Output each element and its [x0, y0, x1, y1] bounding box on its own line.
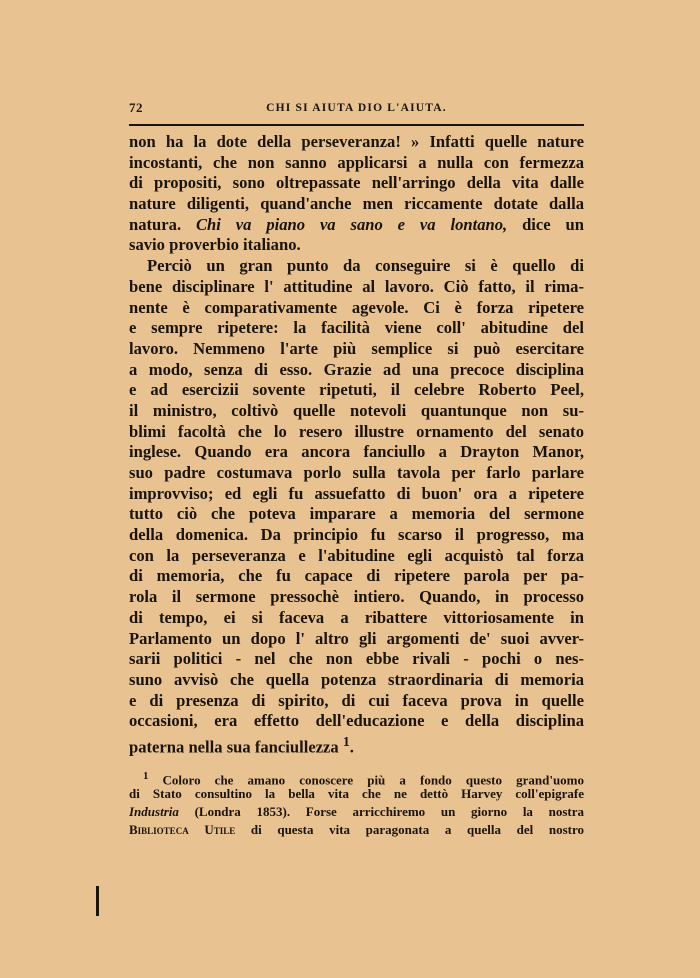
footnote-reference: 1: [342, 733, 350, 749]
text-line: di tempo, ei si faceva a ribattere vittoriosamente in: [129, 607, 584, 627]
text-line: blimi facoltà che lo resero illustre ornamento del senato: [129, 421, 584, 441]
text-line: nature diligenti, quand'anche men riccamente dotate dalla: [129, 194, 584, 214]
text-line: occasioni, era effetto dell'educazione e della disciplina: [129, 711, 584, 731]
text-line: incostanti, che non sanno applicarsi a nulla con fermezza: [129, 152, 584, 172]
text-line: lavoro. Nemmeno l'arte più semplice si può esercitare: [129, 338, 584, 358]
text-line: il ministro, coltivò quelle notevoli quantunque non su-: [129, 400, 584, 420]
text-line: della domenica. Da principio fu scarso il progresso, ma: [129, 525, 584, 545]
text-segment: (Londra 1853). Forse arricchiremo un giorno la nostra: [194, 804, 585, 819]
footnote-marker: 1: [143, 770, 149, 782]
text-segment: natura.: [129, 214, 182, 234]
footnote-line: [129, 821, 584, 839]
text-line: bene disciplinare l' attitudine al lavoro. Ciò fatto, il rima-: [129, 276, 584, 296]
text-segment: di questa vita paragonata a quella del nostro: [250, 822, 585, 837]
header-rule: [129, 124, 584, 126]
footnote: [129, 767, 584, 839]
margin-mark: [96, 886, 99, 916]
proverb-quote: Chi va piano va sano e va lontano,: [195, 214, 508, 234]
text-line: inglese. Quando era ancora fanciullo a Drayton Manor,: [129, 442, 584, 462]
text-line: suo padre costumava porlo sulla tavola per farlo parlare: [129, 463, 584, 482]
running-title: CHI SI AIUTA DIO L'AIUTA.: [266, 102, 447, 114]
text-line: [129, 215, 584, 236]
text-line: e ad esercizii sovente ripetuti, il celebre Roberto Peel,: [129, 380, 584, 400]
epigraph-title: Industria: [129, 804, 179, 819]
page-number: 72: [129, 100, 143, 115]
text-line: improvviso; ed egli fu assuefatto di buon' ora a ripetere: [129, 483, 584, 503]
footnote-line: [129, 803, 584, 821]
text-line: nente è comparativamente agevole. Ci è forza ripetere: [129, 297, 584, 317]
text-line: con la perseveranza e l'abitudine egli acquistò tal forza: [129, 545, 584, 565]
footnote-line: di Stato consultino la bella vita che ne dettò Harvey coll'epigrafe: [129, 786, 584, 801]
text-line: e di presenza di spirito, di cui faceva prova in quelle: [129, 690, 584, 710]
series-title: Biblioteca Utile: [129, 822, 236, 837]
text-line: a modo, senza di esso. Grazie ad una precoce disciplina: [129, 359, 584, 379]
text-line: savio proverbio italiano.: [129, 235, 301, 255]
text-segment: paterna nella sua fanciullezza: [129, 737, 339, 757]
text-line: suno avvisò che quella potenza straordinaria di memoria: [129, 669, 584, 689]
text-line: Perciò un gran punto da conseguire si è quello di: [147, 256, 584, 276]
text-line: paterna nella sua fanciullezza $^1$.: [129, 733, 354, 757]
text-line: e sempre ripetere: la facilità viene coll' abitudine del: [129, 318, 584, 338]
text-line: di propositi, sono oltrepassate nell'arringo della vita dalle: [129, 173, 584, 193]
text-segment: Coloro che amano conoscere più a fondo questo grand'uomo: [162, 772, 584, 788]
text-line: rola il sermone pressochè intiero. Quando, in processo: [129, 587, 584, 607]
text-line: Parlamento un dopo l' altro gli argomenti de' suoi avver-: [129, 628, 584, 648]
page-header: [129, 100, 584, 122]
text-line: di memoria, che fu capace di ripetere parola per pa-: [129, 566, 584, 586]
text-line: tutto ciò che poteva imparare a memoria del sermone: [129, 504, 584, 524]
footnote-line: [129, 767, 584, 788]
body-text: [129, 132, 584, 757]
text-line: non ha la dote della perseveranza! » Infatti quelle nature: [129, 132, 584, 151]
text-segment: dice un: [522, 214, 584, 234]
text-line: sarii politici - nel che non ebbe rivali - pochi o nes-: [129, 649, 584, 669]
